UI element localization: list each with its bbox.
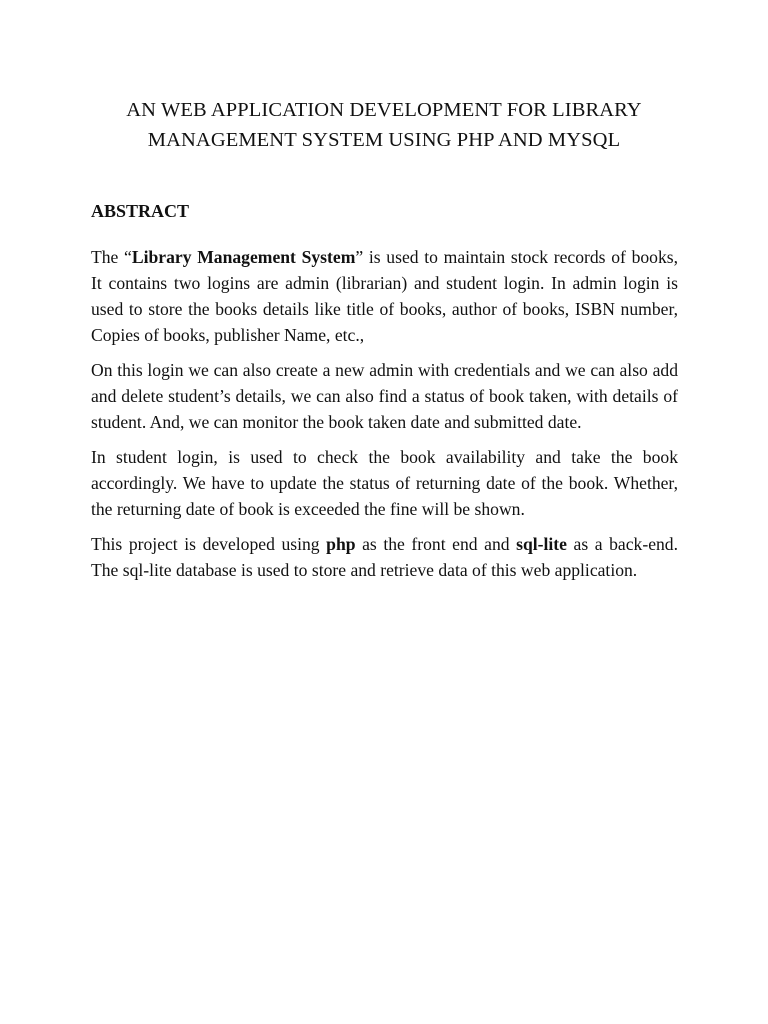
paragraph-4-text-2: as the front end and <box>355 534 517 554</box>
paragraph-4 <box>91 531 678 583</box>
document-title <box>60 95 708 155</box>
title-line-1: AN WEB APPLICATION DEVELOPMENT FOR LIBRARY <box>126 99 642 121</box>
paragraph-1-suffix: ” is used to maintain stock records of books, It contains two logins are admin (librarian) and student login. In admin login is used to store the books details like title of books, author of books, ISBN number, Copies of books, publisher Name, etc., <box>91 247 679 345</box>
paragraph-4-text-3: as a back-end. The sql-lite database is used to store and retrieve data of this web application. <box>91 534 678 580</box>
paragraph-4-bold-sql-lite: sql-lite <box>516 534 567 554</box>
paragraph-4-text-1: This project is developed using <box>91 534 327 554</box>
paragraph-1 <box>91 244 678 348</box>
paragraph-1-prefix: The “ <box>91 247 132 267</box>
paragraph-1-bold-system-name: Library Management System <box>131 247 356 267</box>
abstract-body <box>91 244 678 592</box>
section-heading-abstract: ABSTRACT <box>91 201 190 221</box>
paragraph-2: On this login we can also create a new admin with credentials and we can also add and delete student’s details, we can also find a status of book taken, with details of student. And, we can monitor the book taken date and submitted date. <box>91 360 678 432</box>
paragraph-3: In student login, is used to check the book availability and take the book accordingly. We have to update the status of returning date of the book. Whether, the returning date of book is exceeded the fine will be shown. <box>91 447 678 519</box>
paragraph-4-bold-php: php <box>326 534 356 554</box>
title-line-2: MANAGEMENT SYSTEM USING PHP AND MYSQL <box>147 129 621 151</box>
